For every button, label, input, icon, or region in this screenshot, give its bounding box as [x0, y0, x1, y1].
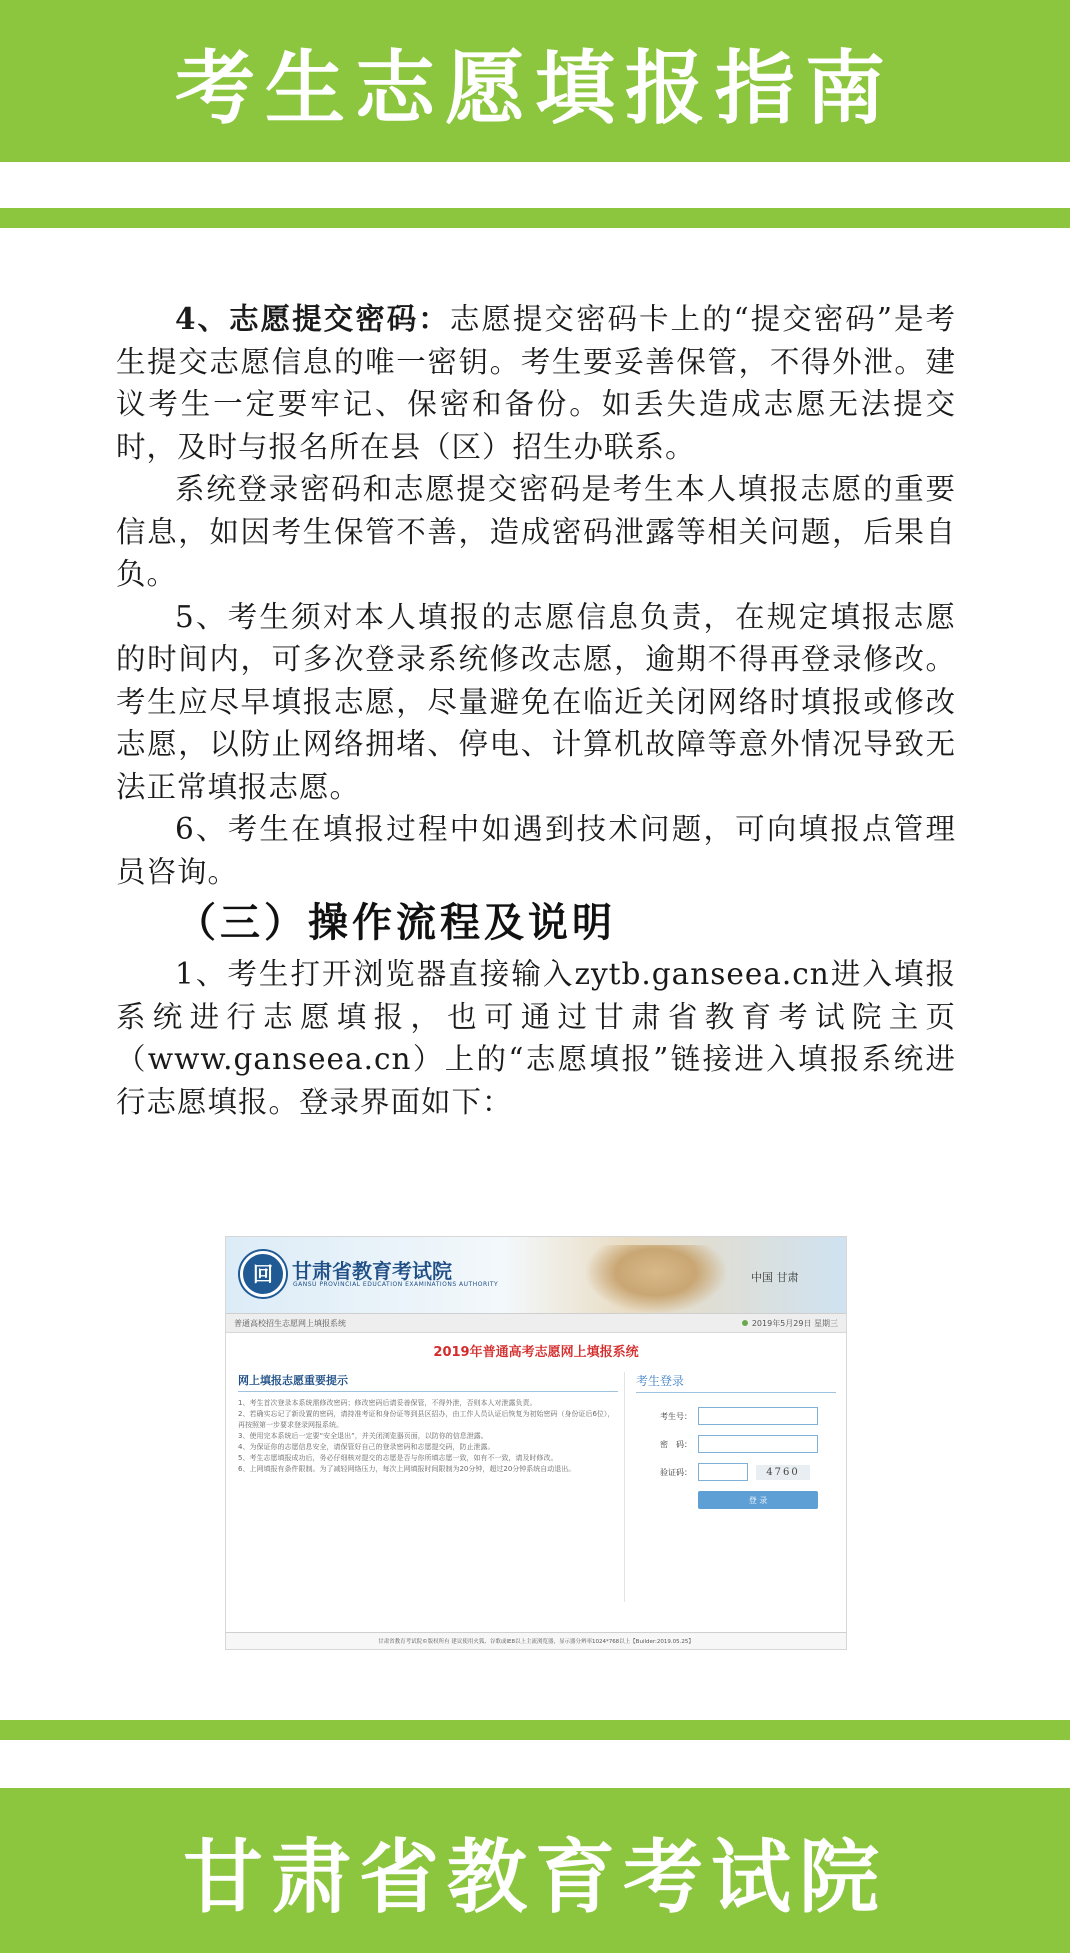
paragraph-submit-password — [116, 298, 956, 468]
footer-org-name: 甘肃省教育考试院 — [183, 1831, 887, 1924]
password-label: 密 码： — [660, 1439, 692, 1449]
password-row — [636, 1435, 836, 1453]
notice-item: 4、为保证你的志愿信息安全，请保管好自己的登录密码和志愿提交码，防止泄露。 — [238, 1443, 495, 1451]
screenshot-panel-divider — [624, 1372, 625, 1602]
emblem-icon — [240, 1251, 286, 1297]
footer-band — [0, 1788, 1070, 1953]
date-dot-icon — [742, 1320, 748, 1326]
screenshot-login-title: 考生登录 — [636, 1372, 836, 1393]
login-button[interactable]: 登 录 — [698, 1491, 818, 1509]
page-title: 考生志愿填报指南 — [175, 41, 895, 135]
screenshot-date — [742, 1318, 838, 1329]
exam-number-input[interactable] — [698, 1407, 818, 1425]
notice-item: 5、考生志愿填报成功后，务必仔细核对提交的志愿是否与你所填志愿一致，如有不一致，请及时修改。 — [238, 1454, 558, 1462]
screenshot-org-name: 甘肃省教育考试院 — [292, 1259, 452, 1283]
paragraph-submit-password-label: 4、志愿提交密码： — [175, 301, 450, 336]
section-title: （三）操作流程及说明 — [176, 900, 616, 946]
notice-item: 3、使用完本系统后一定要“安全退出”，并关闭浏览器页面，以防你的信息泄露。 — [238, 1432, 488, 1440]
password-input[interactable] — [698, 1435, 818, 1453]
exam-number-row — [636, 1407, 836, 1425]
screenshot-system-title: 2019年普通高考志愿网上填报系统 — [433, 1345, 639, 1360]
captcha-input[interactable] — [698, 1463, 748, 1481]
statue-image — [586, 1245, 726, 1313]
paragraph-item-6: 6、考生在填报过程中如遇到技术问题，可向填报点管理员咨询。 — [116, 812, 956, 889]
captcha-row — [636, 1463, 836, 1481]
screenshot-tagline: 中国 甘肃 — [751, 1271, 799, 1284]
captcha-label: 验证码： — [660, 1467, 692, 1477]
header-band — [0, 0, 1070, 162]
document-body — [116, 298, 956, 1123]
paragraph-step-1: 1、考生打开浏览器直接输入zytb.ganseea.cn进入填报系统进行志愿填报，也可通过甘肃省教育考试院主页（www.ganseea.cn）上的“志愿填报”链接进入填报系统进行志愿填报。登录界面如下： — [116, 957, 956, 1119]
header-divider-stripe — [0, 208, 1070, 228]
footer-divider-stripe — [0, 1720, 1070, 1740]
exam-number-label: 考生号： — [660, 1411, 692, 1421]
screenshot-org-name-en: GANSU PROVINCIAL EDUCATION EXAMINATIONS AUTHORITY — [293, 1281, 499, 1288]
screenshot-nav-label: 普通高校招生志愿网上填报系统 — [234, 1318, 346, 1328]
notice-item: 1、考生首次登录本系统需修改密码；修改密码后请妥善保管，不得外泄，否则本人对泄露负责。 — [238, 1399, 537, 1407]
captcha-image[interactable]: 4760 — [756, 1465, 810, 1480]
paragraph-submit-password-text: 志愿提交密码卡上的“提交密码”是考生提交志愿信息的唯一密钥。考生要妥善保管，不得外泄。建议考生一定要牢记、保密和备份。如丢失造成志愿无法提交时，及时与报名所在县（区）招生办联系。 — [116, 302, 957, 464]
screenshot-body — [226, 1366, 846, 1616]
emblem-glyph: 回 — [253, 1262, 273, 1286]
notice-item: 6、上网填报有条件限制。为了减轻网络压力，每次上网填报时间限制为20分钟，超过20分钟系统自动退出。 — [238, 1465, 576, 1473]
screenshot-footer: 甘肃省教育考试院©版权所有 建议使用火狐、谷歌或IE8以上主流浏览器，显示器分辨率1024*768以上【Builder:2019.05.25】 — [226, 1632, 846, 1649]
login-screenshot — [225, 1236, 847, 1650]
paragraph-password-responsibility: 系统登录密码和志愿提交密码是考生本人填报志愿的重要信息，如因考生保管不善，造成密码泄露等相关问题，后果自负。 — [116, 472, 956, 591]
paragraph-item-5: 5、考生须对本人填报的志愿信息负责，在规定填报志愿的时间内，可多次登录系统修改志愿，逾期不得再登录修改。考生应尽早填报志愿，尽量避免在临近关闭网络时填报或修改志愿，以防止网络拥堵、停电、计算机故障等意外情况导致无法正常填报志愿。 — [116, 599, 956, 804]
screenshot-nav-bar — [226, 1313, 846, 1333]
screenshot-login-panel — [636, 1372, 836, 1509]
screenshot-banner — [226, 1237, 846, 1313]
screenshot-notice-title: 网上填报志愿重要提示 — [238, 1372, 618, 1392]
notice-item: 2、若确实忘记了新设置的密码，请持准考证和身份证等到县区招办，由工作人员认证后恢复为初始密码（身份证后6位），再按照第一步要求登录网报系统。 — [238, 1410, 615, 1429]
screenshot-notice-panel — [238, 1372, 618, 1475]
screenshot-date-text: 2019年5月29日 星期三 — [751, 1318, 838, 1328]
